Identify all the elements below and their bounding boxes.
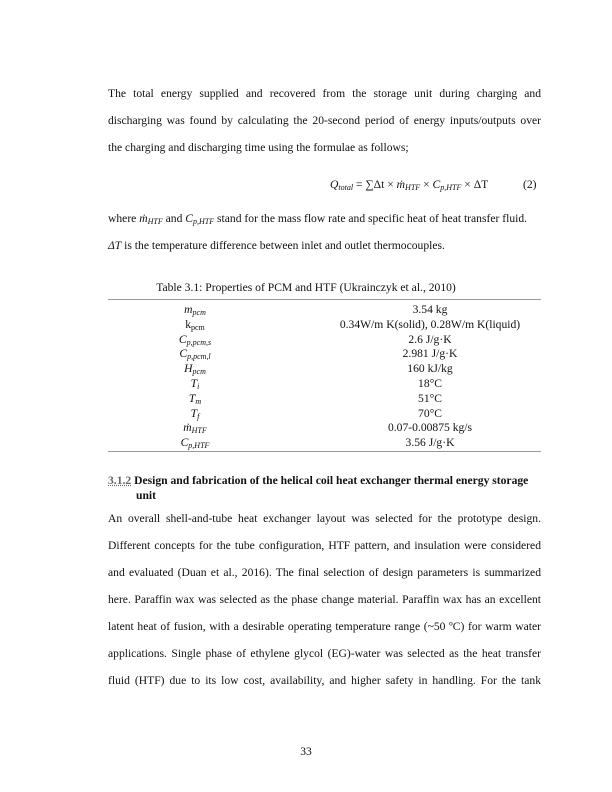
text-line: discharging was found by calculating the 20-second period of energy inputs/outputs over [108, 114, 541, 127]
equation-number: (2) [523, 178, 537, 191]
symbol: m [184, 303, 193, 316]
eq-mdot: ṁ [396, 178, 406, 191]
text-line: the charging and discharging time using the formulae as follows; [108, 141, 409, 154]
property-symbol [130, 436, 260, 449]
text: where [108, 212, 140, 225]
table-row [108, 392, 541, 407]
section-heading-cont: unit [136, 489, 156, 502]
property-value: 2.981 J/g·K [402, 347, 458, 361]
text-line: and evaluated (Duan et al., 2016). The final selection of design parameters is summarized [108, 566, 541, 579]
property-symbol [130, 347, 260, 360]
table-top-rule [108, 299, 541, 300]
text-line: latent heat of fusion, with a desirable operating temperature range (~50 ºC) for warm water [108, 620, 541, 633]
property-value: 18°C [418, 377, 442, 390]
property-symbol [130, 407, 260, 420]
sub: HTF [147, 217, 163, 226]
symbol-sub: f [197, 411, 200, 421]
property-value: 160 kJ/kg [407, 362, 453, 376]
text-line: Different concepts for the tube configuration, HTF pattern, and insulation were considered [108, 539, 541, 552]
table-row [108, 377, 541, 392]
property-value: 3.56 J/g·K [405, 436, 455, 450]
symbol: T [190, 377, 198, 390]
table-row [108, 347, 541, 362]
text-line: here. Paraffin wax was selected as the phase change material. Paraffin wax has an excellent [108, 593, 541, 606]
symbol-sub: p,pcm,s [186, 337, 212, 347]
property-symbol [130, 421, 260, 434]
equation [330, 178, 488, 191]
text: stand for the mass flow rate and specific heat of heat transfer fluid. [214, 212, 528, 225]
property-value: 0.07-0.00875 kg/s [387, 421, 473, 435]
symbol: T [188, 391, 196, 405]
table-row [108, 421, 541, 436]
symbol-sub: p,HTF [188, 441, 210, 451]
symbol: H [184, 362, 193, 376]
sym: ṁ [139, 212, 148, 225]
symbol-sub: m [195, 396, 202, 406]
property-symbol [130, 318, 260, 331]
section-title: Design and fabrication of the helical coil heat exchanger thermal energy storage [131, 474, 529, 487]
property-value: 0.34W/m K(solid), 0.28W/m K(liquid) [339, 317, 521, 331]
symbol: C [179, 347, 188, 361]
text-line: applications. Single phase of ethylene glycol (EG)-water was selected as the heat transfer [108, 647, 541, 660]
section-number: 3.1.2 [108, 474, 132, 487]
property-value: 2.6 J/g·K [408, 332, 452, 346]
table-bottom-rule [108, 451, 541, 452]
table-caption: Table 3.1: Properties of PCM and HTF (Ukrainczyk et al., 2010) [156, 281, 456, 294]
text-line: An overall shell-and-tube heat exchanger layout was selected for the prototype design. [108, 512, 541, 525]
symbol-sub: pcm [192, 308, 206, 317]
property-symbol [130, 377, 260, 390]
eq-part: × [420, 178, 433, 191]
symbol: C [180, 436, 189, 450]
property-symbol [130, 392, 260, 405]
property-symbol [130, 362, 260, 375]
eq-cp: C [432, 178, 441, 191]
property-symbol [130, 333, 260, 346]
eq-q-sub: total [338, 183, 354, 192]
text-line: The total energy supplied and recovered from the storage unit during charging and [108, 87, 541, 100]
table-row [108, 436, 541, 451]
symbol-sub: HTF [191, 426, 207, 436]
symbol: T [190, 406, 198, 420]
symbol: ṁ [183, 421, 192, 435]
table-row [108, 362, 541, 377]
where-line [108, 212, 541, 225]
eq-part: = ∑Δt × [353, 178, 397, 191]
sub: p,HTF [193, 217, 215, 226]
table-row [108, 303, 541, 318]
text-line: fluid (HTF) due to its low cost, availability, and higher safety in handling. For the tank [108, 674, 541, 687]
table-row [108, 333, 541, 348]
eq-part: × ΔT [461, 178, 489, 191]
text: and [162, 212, 186, 225]
text: is the temperature difference between inlet and outlet thermocouples. [121, 239, 445, 252]
table-row [108, 407, 541, 422]
sym: C [185, 212, 194, 225]
delta-line [108, 239, 541, 252]
eq-cp-sub: p,HTF [440, 183, 462, 192]
symbol-sub: pcm [192, 367, 206, 377]
symbol-sub: i [197, 382, 200, 391]
symbol-sub: p,pcm,l [187, 352, 211, 362]
property-symbol [130, 303, 260, 316]
section-heading [108, 474, 541, 487]
property-value: 3.54 kg [412, 303, 448, 316]
eq-mdot-sub: HTF [405, 183, 421, 192]
symbol: k [185, 317, 191, 331]
eq-q: Q [330, 178, 339, 191]
symbol-sub: pcm [191, 322, 205, 332]
property-value: 70°C [418, 406, 442, 420]
table-row [108, 318, 541, 333]
page-number: 33 [300, 745, 312, 758]
sym: ΔT [108, 239, 122, 252]
symbol: C [178, 332, 187, 346]
property-value: 51°C [418, 391, 442, 405]
